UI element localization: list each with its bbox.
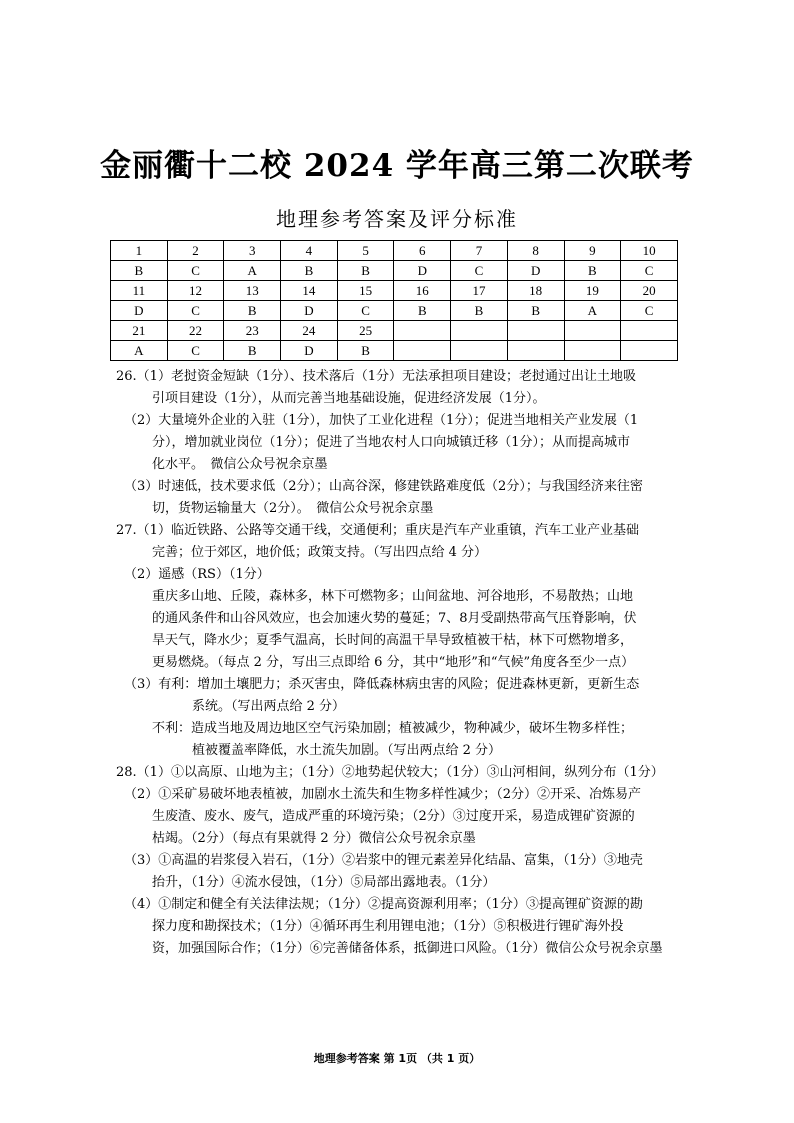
table-cell — [621, 341, 678, 361]
table-cell: 9 — [564, 241, 621, 261]
answer-line: （2）遥感（RS）（1分） — [124, 567, 270, 582]
table-cell: B — [451, 301, 508, 321]
table-cell: D — [281, 301, 338, 321]
table-cell: B — [337, 261, 394, 281]
table-cell: 5 — [337, 241, 394, 261]
answer-line: 生废渣、废水、废气，造成严重的环境污染；（2分）③过度开采，易造成锂矿资源的 — [152, 809, 635, 824]
table-cell: B — [224, 301, 281, 321]
table-row — [111, 321, 678, 341]
page-title: 金丽衢十二校 2024 学年高三第二次联考 — [100, 148, 694, 184]
table-cell: 4 — [281, 241, 338, 261]
table-cell: C — [167, 341, 224, 361]
table-cell — [451, 341, 508, 361]
table-cell: 10 — [621, 241, 678, 261]
answer-line: 植被覆盖率降低，水土流失加剧。（写出两点给 2 分） — [192, 743, 502, 758]
answer-body — [116, 366, 716, 960]
answer-line: 更易燃烧。（每点 2 分，写出三点即给 6 分，其中“地形”和“气候”角度各至少一点） — [152, 655, 635, 670]
table-cell — [394, 321, 451, 341]
table-cell: B — [337, 341, 394, 361]
table-row — [111, 281, 678, 301]
answer-line: 不利：造成当地及周边地区空气污染加剧；植被减少，物种减少，破坏生物多样性； — [152, 721, 634, 736]
table-cell — [621, 321, 678, 341]
answer-line: （3）①高温的岩浆侵入岩石，（1分）②岩浆中的锂元素差异化结晶、富集，（1分）③地壳 — [124, 853, 643, 868]
table-cell: D — [507, 261, 564, 281]
table-cell: C — [621, 261, 678, 281]
answer-line: 旱天气，降水少；夏季气温高，长时间的高温干旱导致植被干枯，林下可燃物增多， — [152, 633, 634, 648]
table-cell: B — [224, 341, 281, 361]
table-cell: B — [111, 261, 168, 281]
table-cell: 18 — [507, 281, 564, 301]
table-cell: D — [111, 301, 168, 321]
answer-line: 26.（1）老挝资金短缺（1分）、技术落后（1分）无法承担项目建设；老挝通过出让土地吸 — [116, 369, 636, 384]
answer-line: 引项目建设（1分），从而完善当地基础设施，促进经济发展（1分）。 — [152, 391, 546, 406]
table-cell: B — [281, 261, 338, 281]
table-cell: 22 — [167, 321, 224, 341]
table-row — [111, 261, 678, 281]
table-row — [111, 301, 678, 321]
answer-line: （2）①采矿易破坏地表植被，加剧水土流失和生物多样性减少；（2分）②开采、冶炼易产 — [124, 787, 642, 802]
table-row — [111, 241, 678, 261]
answer-table — [110, 240, 678, 361]
page-subtitle: 地理参考答案及评分标准 — [276, 207, 518, 231]
answer-line: （2）大量境外企业的入驻（1分），加快了工业化进程（1分）；促进当地相关产业发展（1 — [124, 413, 639, 428]
table-cell: C — [621, 301, 678, 321]
table-row — [111, 341, 678, 361]
answer-line: 完善；位于郊区，地价低；政策支持。（写出四点给 4 分） — [152, 545, 488, 560]
table-cell: 15 — [337, 281, 394, 301]
table-cell: 6 — [394, 241, 451, 261]
table-cell — [507, 341, 564, 361]
answer-line: 的通风条件和山谷风效应，也会加速火势的蔓延；7、8月受副热带高气压脊影响，伏 — [152, 611, 637, 626]
table-cell: 1 — [111, 241, 168, 261]
table-cell: C — [337, 301, 394, 321]
answer-line: 28.（1）①以高原、山地为主；（1分）②地势起伏较大；（1分）③山河相间，纵列分布（1分） — [116, 765, 664, 780]
table-cell: 11 — [111, 281, 168, 301]
table-cell: 2 — [167, 241, 224, 261]
answer-line: （3）有利：增加土壤肥力；杀灭害虫，降低森林病虫害的风险；促进森林更新，更新生态 — [124, 677, 640, 692]
table-cell: A — [224, 261, 281, 281]
table-cell — [564, 341, 621, 361]
table-cell: 25 — [337, 321, 394, 341]
table-cell: C — [451, 261, 508, 281]
answer-line: 抬升，（1分）④流水侵蚀，（1分）⑤局部出露地表。（1分） — [152, 875, 496, 890]
table-cell: 14 — [281, 281, 338, 301]
answer-line: 重庆多山地、丘陵，森林多，林下可燃物多；山间盆地、河谷地形，不易散热；山地 — [152, 589, 634, 604]
table-cell: 3 — [224, 241, 281, 261]
table-cell: D — [394, 261, 451, 281]
table-cell: B — [394, 301, 451, 321]
answer-line: 化水平。 微信公众号祝余京墨 — [152, 457, 328, 472]
table-cell — [564, 321, 621, 341]
page-footer: 地理参考答案 第 1页 （共 1 页） — [313, 1052, 481, 1065]
answer-line: 27.（1）临近铁路、公路等交通干线，交通便利；重庆是汽车产业重镇，汽车工业产业基础 — [116, 523, 639, 538]
table-cell: 8 — [507, 241, 564, 261]
table-cell: 23 — [224, 321, 281, 341]
table-cell: D — [281, 341, 338, 361]
table-cell: 7 — [451, 241, 508, 261]
table-cell: A — [564, 301, 621, 321]
table-cell — [507, 321, 564, 341]
table-cell: C — [167, 301, 224, 321]
table-cell: 16 — [394, 281, 451, 301]
table-cell: B — [507, 301, 564, 321]
answer-line: 切，货物运输量大（2分）。 微信公众号祝余京墨 — [152, 501, 434, 516]
table-cell — [451, 321, 508, 341]
answer-line: （3）时速低，技术要求低（2分）；山高谷深，修建铁路难度低（2分）；与我国经济来往密 — [124, 479, 643, 494]
answer-line: 探力度和勘探技术；（1分）④循环再生利用锂电池；（1分）⑤积极进行锂矿海外投 — [152, 919, 624, 934]
table-cell: B — [564, 261, 621, 281]
table-cell: 24 — [281, 321, 338, 341]
table-cell: 17 — [451, 281, 508, 301]
table-cell: 21 — [111, 321, 168, 341]
table-cell: 13 — [224, 281, 281, 301]
table-cell: 19 — [564, 281, 621, 301]
table-cell: A — [111, 341, 168, 361]
answer-line: （4）①制定和健全有关法律法规；（1分）②提高资源利用率；（1分）③提高锂矿资源的勘 — [124, 897, 643, 912]
table-cell: 20 — [621, 281, 678, 301]
answer-line: 枯竭。（2分）（每点有果就得 2 分）微信公众号祝余京墨 — [152, 831, 476, 846]
table-cell — [394, 341, 451, 361]
answer-line: 系统。（写出两点给 2 分） — [192, 699, 346, 714]
table-cell: 12 — [167, 281, 224, 301]
table-cell: C — [167, 261, 224, 281]
answer-line: 分），增加就业岗位（1分）；促进了当地农村人口向城镇迁移（1分）；从而提高城市 — [152, 435, 631, 450]
answer-line: 资，加强国际合作；（1分）⑥完善储备体系，抵御进口风险。（1分）微信公众号祝余京墨 — [152, 941, 663, 956]
